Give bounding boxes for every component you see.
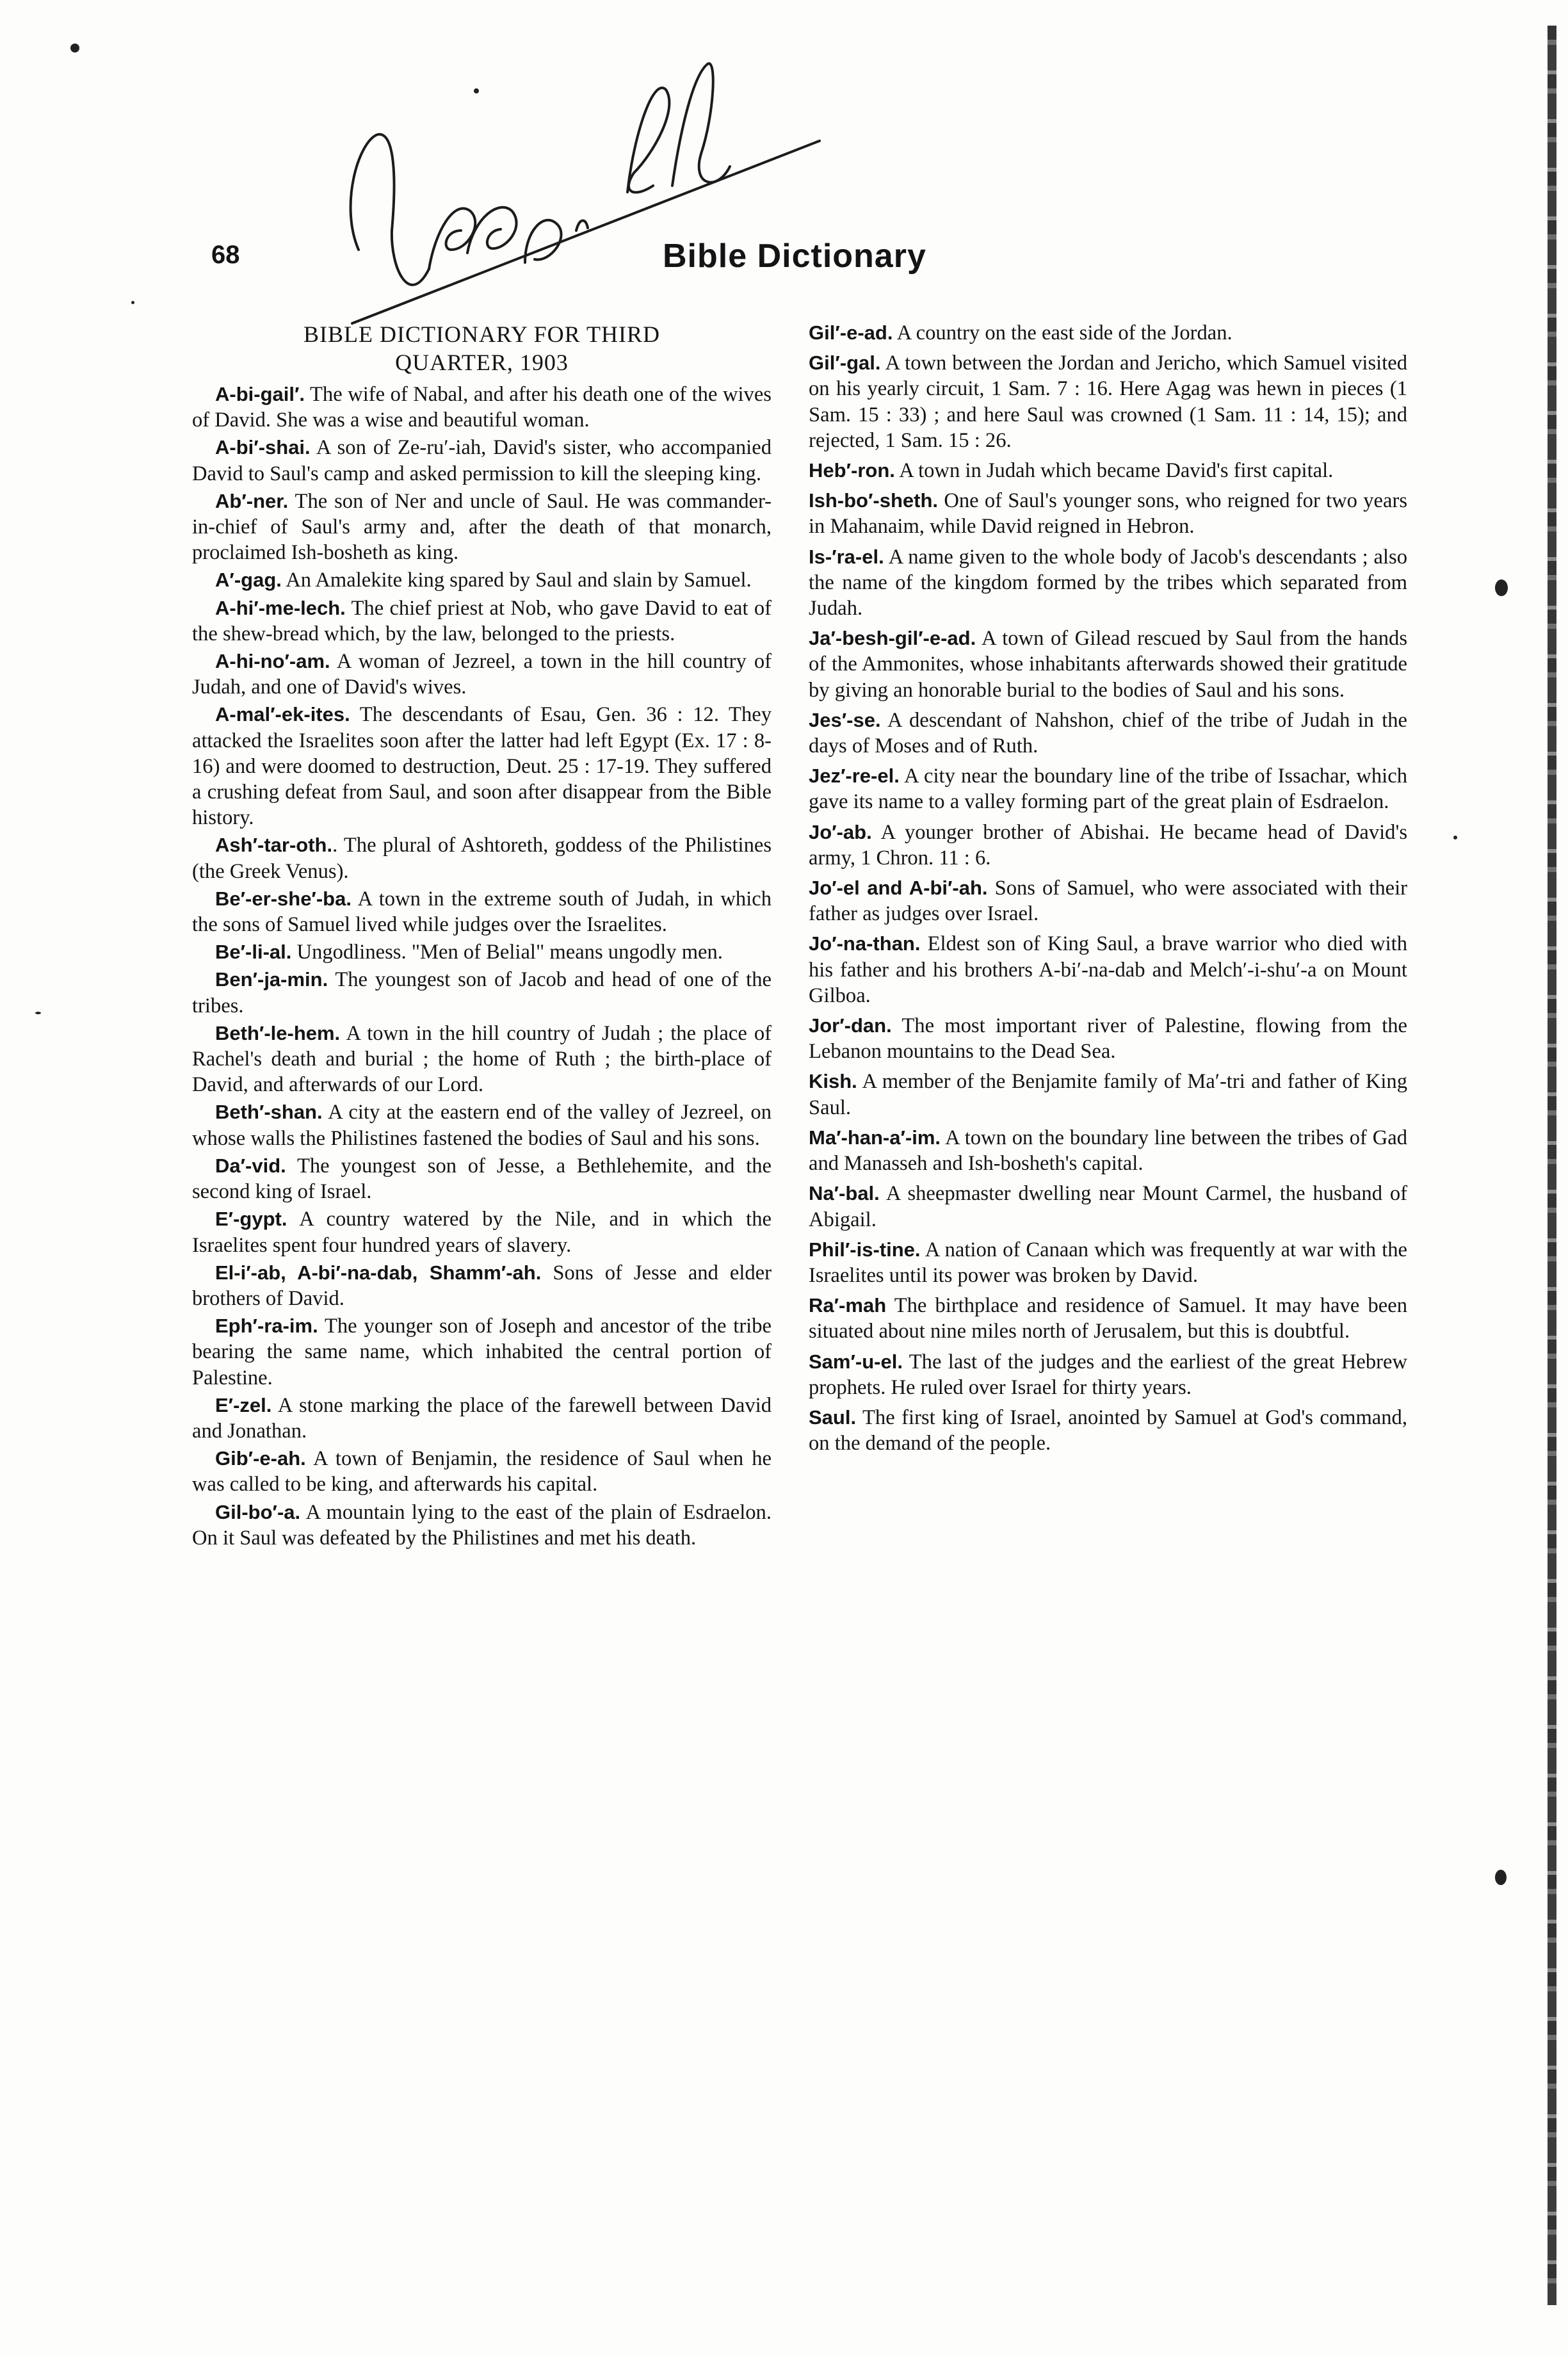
entry-headword: Saul. [809,1405,857,1429]
entry-definition: A town on the boundary line between the tribes of Gad and Manasseh and Ish-bosheth's capital. [809,1126,1407,1176]
dictionary-entry [809,1013,1407,1064]
entry-headword: Jo′-na-than. [809,932,921,955]
entry-definition: A town in the extreme south of Judah, in which the sons of Samuel lived while judges over the Israelites. [192,887,772,937]
entry-definition: A younger brother of Abishai. He became head of David's army, 1 Chron. 11 : 6. [809,820,1407,870]
entry-definition: Sons of Jesse and elder brothers of David. [192,1261,772,1310]
dictionary-entry [809,350,1407,453]
handwritten-annotation [333,38,845,327]
entry-definition: The birthplace and residence of Samuel. It may have been situated about nine miles north of Jerusalem, but this is doubtful. [809,1294,1407,1343]
entry-definition: A country watered by the Nile, and in which the Israelites spent four hundred years of slavery. [192,1208,772,1257]
entry-headword: Ab′-ner. [215,489,289,512]
entry-headword: Is-′ra-el. [809,545,884,568]
entry-headword: Phil′-is-tine. [809,1238,921,1261]
entry-headword: Jo′-ab. [809,820,872,843]
entry-definition: One of Saul's younger sons, who reigned for two years in Mahanaim, while David reigned in Hebron. [809,489,1407,539]
entry-headword: Gil′-e-ad. [809,321,893,344]
entry-headword: Gib′-e-ah. [215,1447,306,1470]
dictionary-entry [192,886,772,937]
dictionary-entry [192,1099,772,1151]
dictionary-entry [809,708,1407,759]
entry-headword: Ash′-tar-oth. [215,834,333,857]
dictionary-entry [809,820,1407,871]
entry-definition: A sheepmaster dwelling near Mount Carmel, the husband of Abigail. [809,1182,1407,1231]
entry-definition: A descendant of Nahshon, chief of the tribe of Judah in the days of Moses and of Ruth. [809,708,1407,758]
entry-headword: Da′-vid. [215,1154,286,1177]
speck [1495,579,1508,596]
entry-definition: The wife of Nabal, and after his death one of the wives of David. She was a wise and beautiful woman. [192,383,772,432]
dictionary-entry [809,320,1407,346]
entry-definition: The younger son of Joseph and ancestor of the tribe bearing the same name, which inhabited the central portion of Palestine. [192,1315,772,1389]
dictionary-entry [809,875,1407,927]
dictionary-entry [192,1393,772,1444]
speck [131,301,134,304]
entry-headword: Be′-er-she′-ba. [215,887,352,910]
dictionary-entry [809,626,1407,703]
entry-headword: Ra′-mah [809,1294,887,1317]
entry-definition: A town in Judah which became David's first capital. [894,459,1334,483]
entry-headword: Ma′-han-a′-im. [809,1126,941,1149]
entry-definition: An Amalekite king spared by Saul and slain by Samuel. [281,569,752,592]
entry-headword: Beth′-le-hem. [215,1021,341,1044]
speck [35,1012,41,1014]
entry-headword: Beth′-shan. [215,1101,323,1124]
entry-definition: . The plural of Ashtoreth, goddess of the Philistines (the Greek Venus). [192,834,772,883]
entry-definition: A city near the boundary line of the tribe of Issachar, which gave its name to a valley forming part of the great plain of Esdraelon. [809,765,1407,814]
entry-definition: The chief priest at Nob, who gave David to eat of the shew-bread which, by the law, belonged to the priests. [192,596,772,645]
entry-headword: Eph′-ra-im. [215,1315,318,1338]
dictionary-entry [192,1500,772,1551]
entry-definition: A city at the eastern end of the valley of Jezreel, on whose walls the Philistines fastened the bodies of Saul and his sons. [192,1101,772,1150]
dictionary-entry [809,931,1407,1008]
dictionary-entry [809,488,1407,539]
dictionary-entry [192,435,772,486]
entry-headword: Ja′-besh-gil′-e-ad. [809,627,976,650]
right-entry-list [809,320,1407,1456]
page-number: 68 [211,241,240,269]
entry-definition: A country on the east side of the Jordan. [893,321,1233,344]
entry-definition: A town between the Jordan and Jericho, which Samuel visited on his yearly circuit, 1 Sam. 7 : 16. Here Agag was hewn in pieces (1 Sam. 15 : 33) ; and here Saul was crowned (1 Sam. 11 : 14, 15); and rejected, 1 Sam. 15 : 26. [809,352,1407,452]
entry-definition: A stone marking the place of the farewell between David and Jonathan. [192,1393,772,1443]
dictionary-entry [192,702,772,830]
right-column [809,320,1407,1461]
entry-definition: A son of Ze-ru′-iah, David's sister, who accompanied David to Saul's camp and asked permission to kill the sleeping king. [192,436,772,485]
entry-headword: Ben′-ja-min. [215,968,328,991]
dictionary-entry [809,458,1407,483]
dictionary-entry [192,1446,772,1497]
entry-definition: Ungodliness. "Men of Belial" means ungodly men. [291,941,723,964]
entry-definition: A town in the hill country of Judah ; the place of Rachel's death and burial ; the home of Ruth ; the birth-place of David, and afterwards of our Lord. [192,1021,772,1097]
dictionary-entry [809,1293,1407,1344]
entry-definition: A nation of Canaan which was frequently at war with the Israelites until its power was broken by David. [809,1238,1407,1287]
dictionary-entry [192,1206,772,1258]
entry-definition: A name given to the whole body of Jacob's descendants ; also the name of the kingdom formed by the tribes which separated from Judah. [809,545,1407,620]
dictionary-entry [809,1405,1407,1456]
entry-definition: The descendants of Esau, Gen. 36 : 12. They attacked the Israelites soon after the latter had left Egypt (Ex. 17 : 8-16) and were doomed to destruction, Deut. 25 : 17-19. They suffered a crushing defeat from Saul, and soon after disappear from the Bible history. [192,703,772,830]
entry-headword: A-mal′-ek-ites. [215,703,350,726]
entry-headword: Kish. [809,1070,857,1093]
speck [70,44,79,53]
entry-headword: A-hi-no′-am. [215,650,330,673]
entry-headword: E′-zel. [215,1393,272,1416]
entry-headword: A-hi′-me-lech. [215,596,346,619]
entry-headword: Na′-bal. [809,1182,880,1205]
dictionary-entry [809,1181,1407,1232]
entry-headword: Ish-bo′-sheth. [809,489,939,512]
entry-definition: The last of the judges and the earliest of the great Hebrew prophets. He ruled over Israel for thirty years. [809,1350,1407,1399]
entry-definition: A town of Benjamin, the residence of Saul when he was called to be king, and afterwards his capital. [192,1447,772,1496]
entry-headword: Gil-bo′-a. [215,1500,301,1523]
dictionary-entry [809,1069,1407,1120]
dictionary-entry [192,489,772,566]
entry-definition: Eldest son of King Saul, a brave warrior who died with his father and his brothers A-bi′-na-dab and Melch′-i-shu′-a on Mount Gilboa. [809,932,1407,1007]
dictionary-entry [192,567,772,593]
article-title-line2: QUARTER, 1903 [395,350,569,375]
entry-headword: A-bi-gail′. [215,383,305,405]
dictionary-entry [192,832,772,884]
dictionary-entry [192,1313,772,1391]
dictionary-entry [192,1021,772,1098]
dictionary-entry [192,939,772,965]
entry-definition: The son of Ner and uncle of Saul. He was commander-in-chief of Saul's army and, after the death of that monarch, proclaimed Ish-bosheth as king. [192,489,772,565]
speck [1453,836,1457,839]
entry-definition: A member of the Benjamite family of Ma′-tri and father of King Saul. [809,1070,1407,1119]
dictionary-entry [192,967,772,1018]
entry-headword: Gil′-gal. [809,352,881,375]
running-title: Bible Dictionary [663,238,926,275]
dictionary-entry [809,1349,1407,1400]
article-title-line1: BIBLE DICTIONARY FOR THIRD [303,321,661,347]
dictionary-entry [809,544,1407,622]
entry-definition: A town of Gilead rescued by Saul from the hands of the Ammonites, whose inhabitants afterwards showed their gratitude by giving an honorable burial to the bodies of Saul and his sons. [809,627,1407,702]
entry-definition: The youngest son of Jacob and head of one of the tribes. [192,968,772,1017]
entry-headword: E′-gypt. [215,1208,287,1231]
entry-definition: The most important river of Palestine, flowing from the Lebanon mountains to the Dead Sea. [809,1014,1407,1064]
dictionary-entry [192,1153,772,1204]
entry-headword: A′-gag. [215,569,282,592]
entry-headword: Jo′-el and A-bi′-ah. [809,877,988,900]
entry-headword: Heb′-ron. [809,459,895,482]
dictionary-entry [192,649,772,700]
dictionary-entry [809,1237,1407,1288]
entry-headword: A-bi′-shai. [215,436,311,459]
dictionary-entry [809,763,1407,814]
dictionary-entry [809,1125,1407,1176]
entry-definition: The first king of Israel, anointed by Samuel at God's command, on the demand of the people. [809,1405,1407,1455]
dictionary-entry [192,382,772,433]
entry-headword: Sam′-u-el. [809,1350,903,1373]
entry-headword: Jor′-dan. [809,1014,892,1037]
article-title [192,320,772,377]
entry-definition: The youngest son of Jesse, a Bethlehemite, and the second king of Israel. [192,1154,772,1204]
entry-definition: A woman of Jezreel, a town in the hill country of Judah, and one of David's wives. [192,650,772,699]
speck [1495,1870,1507,1885]
entry-headword: Jes′-se. [809,708,881,731]
dictionary-entry [192,1260,772,1311]
entry-definition: A mountain lying to the east of the plain of Esdraelon. On it Saul was defeated by the Philistines and met his death. [192,1500,772,1550]
entry-headword: El-i′-ab, A-bi′-na-dab, Shamm′-ah. [215,1261,542,1284]
dictionary-entry [192,595,772,647]
entry-headword: Be′-li-al. [215,941,292,964]
left-column [192,320,772,1553]
entry-definition: Sons of Samuel, who were associated with their father as judges over Israel. [809,877,1407,926]
scan-edge-shadow [1548,26,1556,2305]
left-entry-list [192,382,772,1551]
entry-headword: Jez′-re-el. [809,765,900,788]
